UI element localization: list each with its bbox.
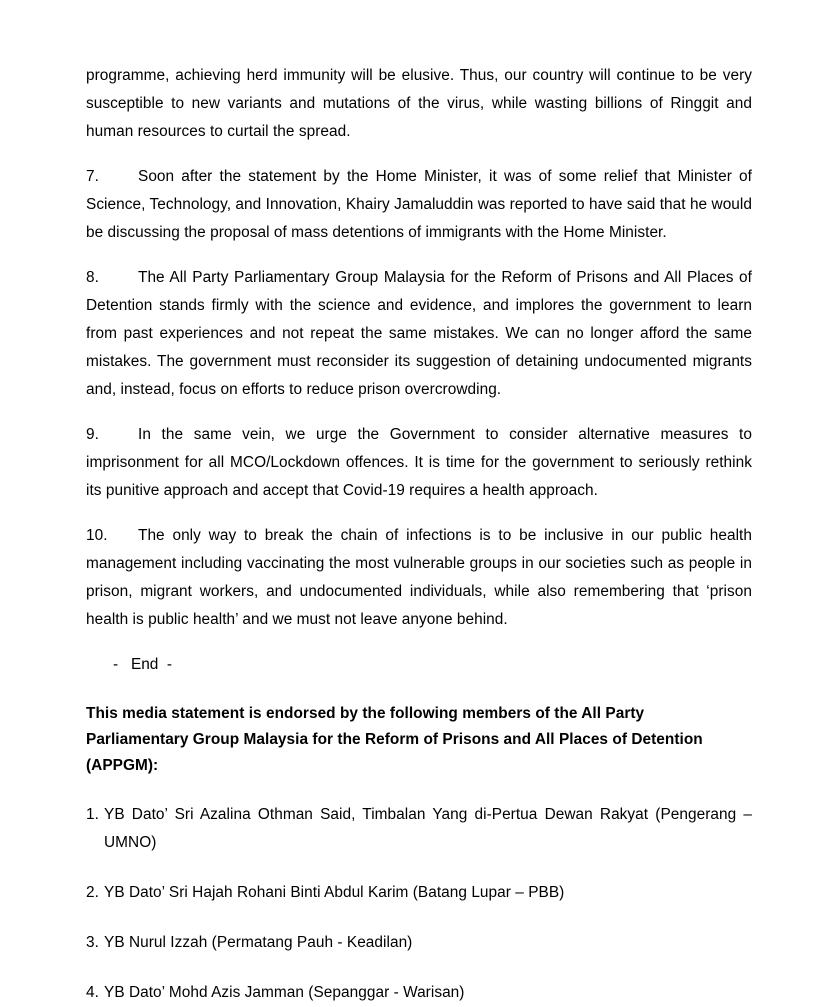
paragraph-continuation: programme, achieving herd immunity will be elusive. Thus, our country will continue to be very susceptible to new variants and mutations of the virus, while wasting billions of Ringgit and human resources to curtail the spread. xyxy=(86,67,752,140)
end-marker: - End - xyxy=(113,656,173,673)
paragraph-number-7: 7. xyxy=(86,168,99,185)
list-item-label: YB Nurul Izzah (Permatang Pauh - Keadilan) xyxy=(104,934,413,951)
paragraph-10 xyxy=(86,522,752,634)
list-item-label: YB Dato’ Sri Azalina Othman Said, Timbalan Yang di-Pertua Dewan Rakyat (Pengerang – UMNO) xyxy=(104,806,752,851)
paragraph-number-8: 8. xyxy=(86,269,99,286)
list-item-marker: 1. xyxy=(86,806,99,823)
list-item-marker: 4. xyxy=(86,984,99,1001)
paragraph-number-9: 9. xyxy=(86,426,99,443)
list-item xyxy=(86,801,752,857)
document-body xyxy=(86,62,752,1007)
paragraph-text-7: Soon after the statement by the Home Minister, it was of some relief that Minister of Science, Technology, and Innovation, Khairy Jamaluddin was reported to have said that he would be discussing the proposal of mass detentions of immigrants with the Home Minister. xyxy=(86,168,752,241)
paragraph-number-10: 10. xyxy=(86,527,108,544)
list-item-label: YB Dato’ Sri Hajah Rohani Binti Abdul Karim (Batang Lupar – PBB) xyxy=(104,884,565,901)
paragraph-text-9: In the same vein, we urge the Government to consider alternative measures to imprisonment for all MCO/Lockdown offences. It is time for the government to seriously rethink its punitive approach and accept that Covid-19 requires a health approach. xyxy=(86,426,752,499)
paragraph-text-10: The only way to break the chain of infections is to be inclusive in our public health management including vaccinating the most vulnerable groups in our societies such as people in prison, migrant workers, and undocumented individuals, while also remembering that ‘prison health is public health’ and we must not leave anyone behind. xyxy=(86,527,752,628)
member-list xyxy=(86,801,752,1007)
paragraph-7 xyxy=(86,163,752,247)
paragraph-9 xyxy=(86,421,752,505)
list-item-marker: 2. xyxy=(86,884,99,901)
list-item xyxy=(86,979,752,1007)
list-item xyxy=(86,879,752,907)
endorsement-heading: This media statement is endorsed by the following members of the All Party Parliamentary Group Malaysia for the Reform of Prisons and All Places of Detention (APPGM): xyxy=(86,705,703,774)
paragraph-text-8: The All Party Parliamentary Group Malaysia for the Reform of Prisons and All Places of Detention stands firmly with the science and evidence, and implores the government to learn from past experiences and not repeat the same mistakes. We can no longer afford the same mistakes. The government must reconsider its suggestion of detaining undocumented migrants and, instead, focus on efforts to reduce prison overcrowding. xyxy=(86,269,752,398)
paragraph-8 xyxy=(86,264,752,404)
list-item-label: YB Dato’ Mohd Azis Jamman (Sepanggar - Warisan) xyxy=(104,984,465,1001)
list-item-marker: 3. xyxy=(86,934,99,951)
list-item xyxy=(86,929,752,957)
